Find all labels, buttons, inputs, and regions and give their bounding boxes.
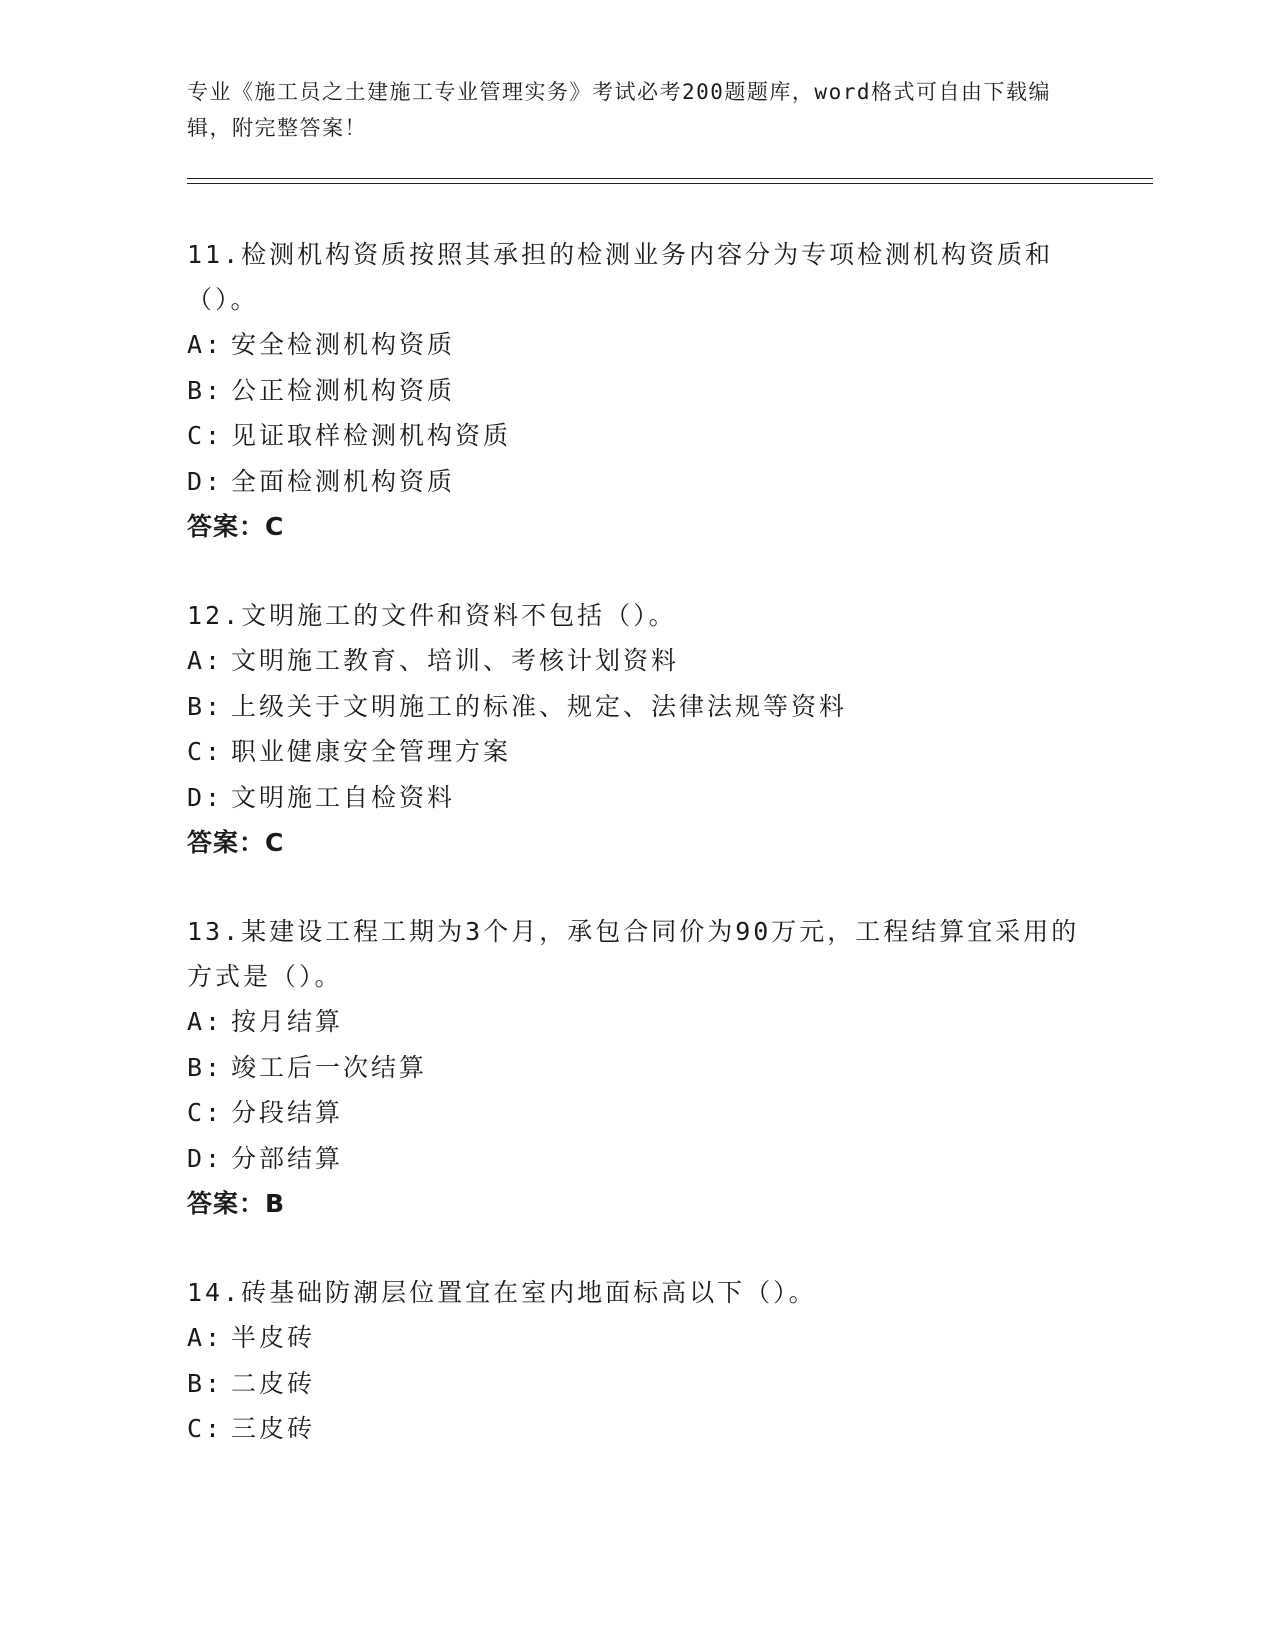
header-divider-bottom — [187, 183, 1153, 184]
option-text: 三皮砖 — [231, 1414, 316, 1443]
option-a — [187, 999, 1087, 1045]
question-11 — [187, 232, 1087, 549]
answer-label: 答案：C — [187, 512, 285, 541]
answer-label: 答案：B — [187, 1189, 286, 1218]
option-letter: A: — [187, 330, 224, 359]
answer-label: 答案：C — [187, 828, 285, 857]
question-text: 14.砖基础防潮层位置宜在室内地面标高以下（）。 — [187, 1278, 817, 1307]
option-c — [187, 1090, 1087, 1136]
option-letter: A: — [187, 1007, 224, 1036]
option-text: 职业健康安全管理方案 — [231, 737, 512, 766]
option-text: 安全检测机构资质 — [231, 330, 456, 359]
option-text: 分部结算 — [231, 1143, 344, 1173]
option-text: 上级关于文明施工的标准、规定、法律法规等资料 — [231, 691, 848, 721]
option-c — [187, 729, 1087, 775]
document-header: 专业《施工员之土建施工专业管理实务》考试必考200题题库，word格式可自由下载编辑，附完整答案！ — [187, 80, 1051, 140]
option-list — [187, 322, 1087, 504]
option-letter: A: — [187, 1323, 224, 1352]
option-letter: A: — [187, 646, 224, 675]
header-divider-top — [187, 178, 1153, 179]
option-b — [187, 684, 1087, 730]
option-d — [187, 459, 1087, 505]
question-list — [187, 232, 1087, 1496]
option-a — [187, 322, 1087, 368]
option-d — [187, 1136, 1087, 1182]
option-letter: D: — [187, 466, 224, 496]
option-letter: D: — [187, 1143, 224, 1173]
option-text: 文明施工自检资料 — [231, 782, 456, 812]
option-b — [187, 1361, 1087, 1407]
option-letter: C: — [187, 737, 224, 766]
option-letter: B: — [187, 691, 224, 721]
option-text: 公正检测机构资质 — [231, 375, 456, 405]
option-text: 分段结算 — [231, 1098, 344, 1127]
question-text: 11.检测机构资质按照其承担的检测业务内容分为专项检测机构资质和（）。 — [187, 240, 1054, 314]
option-letter: B: — [187, 375, 224, 405]
option-text: 二皮砖 — [231, 1368, 316, 1398]
option-c — [187, 1406, 1087, 1452]
option-text: 全面检测机构资质 — [231, 466, 456, 496]
question-text: 13.某建设工程工期为3个月，承包合同价为90万元，工程结算宜采用的方式是（）。 — [187, 917, 1080, 991]
option-list — [187, 638, 1087, 820]
option-letter: B: — [187, 1368, 224, 1398]
option-list — [187, 1315, 1087, 1452]
question-13 — [187, 909, 1087, 1226]
option-letter: B: — [187, 1052, 224, 1082]
option-letter: C: — [187, 1098, 224, 1127]
option-letter: D: — [187, 782, 224, 812]
option-d — [187, 775, 1087, 821]
option-letter: C: — [187, 421, 224, 450]
option-text: 见证取样检测机构资质 — [231, 421, 512, 450]
option-text: 竣工后一次结算 — [231, 1052, 428, 1082]
option-c — [187, 413, 1087, 459]
option-list — [187, 999, 1087, 1181]
option-a — [187, 1315, 1087, 1361]
option-a — [187, 638, 1087, 684]
option-text: 按月结算 — [231, 1007, 344, 1036]
question-12 — [187, 593, 1087, 865]
option-text: 半皮砖 — [231, 1323, 316, 1352]
question-14 — [187, 1270, 1087, 1452]
option-letter: C: — [187, 1414, 224, 1443]
option-b — [187, 368, 1087, 414]
option-b — [187, 1045, 1087, 1091]
option-text: 文明施工教育、培训、考核计划资料 — [231, 646, 680, 675]
question-text: 12.文明施工的文件和资料不包括（）。 — [187, 601, 677, 630]
